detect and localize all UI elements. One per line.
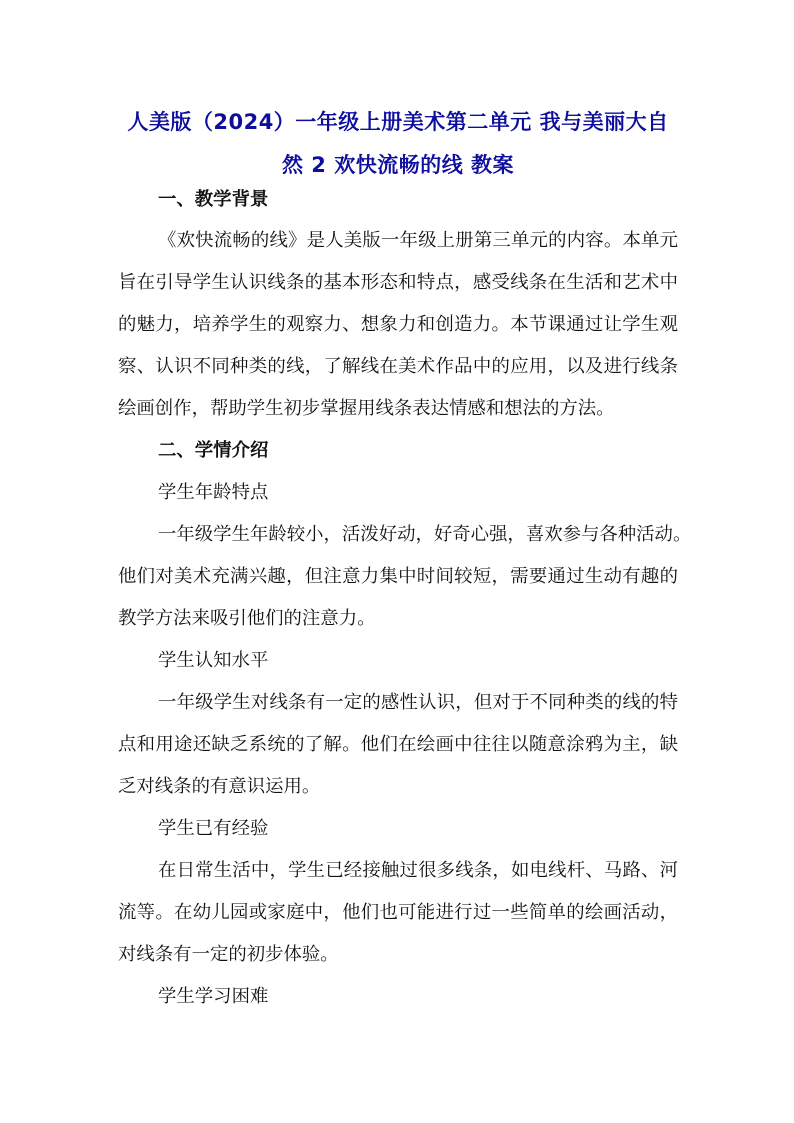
section-heading-learner-profile: 二、学情介绍 <box>158 440 269 461</box>
paragraph-line: 一年级学生年龄较小，活泼好动，好奇心强，喜欢参与各种活动。 <box>158 524 692 545</box>
paragraph-line: 《欢快流畅的线》是人美版一年级上册第三单元的内容。本单元 <box>158 230 678 251</box>
paragraph-line: 的魅力，培养学生的观察力、想象力和创造力。本节课通过让学生观 <box>118 314 678 335</box>
paragraph-line: 流等。在幼儿园或家庭中，他们也可能进行过一些简单的绘画活动， <box>118 902 678 923</box>
paragraph-line: 一年级学生对线条有一定的感性认识，但对于不同种类的线的特 <box>158 692 678 713</box>
paragraph-line: 察、认识不同种类的线，了解线在美术作品中的应用，以及进行线条 <box>118 356 678 377</box>
paragraph-line: 对线条有一定的初步体验。 <box>118 944 339 965</box>
paragraph-line: 绘画创作，帮助学生初步掌握用线条表达情感和想法的方法。 <box>118 398 615 419</box>
subsection-label-age: 学生年龄特点 <box>158 482 269 503</box>
subsection-label-difficulties: 学生学习困难 <box>158 986 269 1007</box>
subsection-label-cognition: 学生认知水平 <box>158 650 269 671</box>
document-title-line-1: 人美版（2024）一年级上册美术第二单元 我与美丽大自 <box>127 110 669 134</box>
section-heading-teaching-background: 一、教学背景 <box>158 189 269 210</box>
paragraph-line: 点和用途还缺乏系统的了解。他们在绘画中往往以随意涂鸦为主，缺 <box>118 734 678 755</box>
paragraph-line: 旨在引导学生认识线条的基本形态和特点，感受线条在生活和艺术中 <box>118 272 678 293</box>
paragraph-line: 乏对线条的有意识运用。 <box>118 776 321 797</box>
paragraph-line: 教学方法来吸引他们的注意力。 <box>118 608 376 629</box>
paragraph-line: 他们对美术充满兴趣，但注意力集中时间较短，需要通过生动有趣的 <box>118 566 678 587</box>
document-title-line-2: 然 2 欢快流畅的线 教案 <box>281 153 515 177</box>
paragraph-line: 在日常生活中，学生已经接触过很多线条，如电线杆、马路、河 <box>158 860 678 881</box>
subsection-label-experience: 学生已有经验 <box>158 818 269 839</box>
